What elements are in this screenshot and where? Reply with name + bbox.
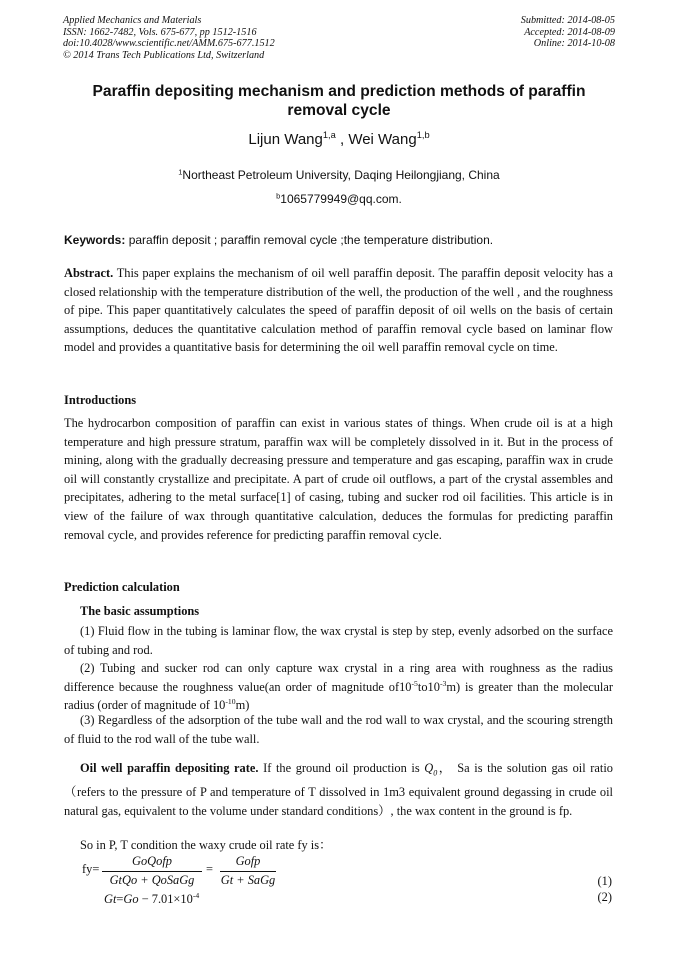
- eq1-denominator-1: GtQo + QoSaGg: [109, 873, 195, 887]
- abstract-text: This paper explains the mechanism of oil well paraffin deposit. The paraffin deposit velocity has a closed relationship with the temperature distribution of the well, the production of the well , and the roughness of pipe. This paper quantitatively calculates the speed of paraffin deposit of oil wells on the basis of certain assumptions, deduces the quantitative calculation method of paraffin removal cycle based on laminar flow model and provides a quantitative basis for determining the oil well paraffin removal cycle on time.: [64, 266, 613, 355]
- affiliation-text: Northeast Petroleum University, Daqing Heilongjiang, China: [182, 168, 500, 182]
- rate-condition: So in P, T condition the waxy crude oil rate fy is：: [80, 838, 332, 852]
- q0-symbol: [424, 761, 438, 778]
- keywords: [64, 233, 493, 247]
- prediction-heading: Prediction calculation: [64, 580, 180, 594]
- eq1-number: (1): [597, 874, 612, 888]
- assumption-2-a: (2) Tubing and sucker rod can only capture wax crystal in a ring area with roughness as the radius difference because the roughness value(an order of magnitude of10: [64, 661, 613, 694]
- author-separator: ,: [335, 131, 349, 148]
- assumption-2-d: m): [235, 698, 250, 713]
- introductions-text: The hydrocarbon composition of paraffin can exist in various states of things. When crude oil is at a high temperature and high pressure stratum, paraffin wax will be completely dissolved in it. But in the process of mining, along with the gradually decreasing pressure and temperature and gas escaping, paraffin wax in crude oil will constantly crystallize and precipitate. A part of crude oil outflows, a part of the crystal assembles and precipitates, adhering to the metal surface[1] of casing, tubing and sucker rod oil facilities. This article is in view of the failure of wax through quantitative calculation, deduces the formulas for predicting paraffin removal cycle, and provides reference for predicting paraffin removal cycle.: [64, 416, 613, 542]
- copyright-line: © 2014 Trans Tech Publications Ltd, Switzerland: [63, 49, 265, 61]
- journal-header-right: [521, 15, 615, 50]
- eq2-gt: Gt: [104, 892, 117, 906]
- rate-text-1: If the ground oil production is: [258, 761, 425, 775]
- eq1-denominator-2: Gt + SaGg: [220, 873, 276, 887]
- email-marker: b: [276, 191, 281, 201]
- q-letter: Q: [424, 761, 434, 775]
- rate-paragraph: [64, 759, 613, 822]
- assumption-3: (3) Regardless of the adsorption of the tube wall and the rod wall to wax crystal, and the scouring strength of fluid to the rod wall of the tube wall.: [64, 713, 613, 746]
- abstract-label: Abstract.: [64, 266, 114, 280]
- author-1-affil: 1,a: [322, 130, 336, 141]
- eq1-lhs: fy=: [82, 862, 100, 876]
- email: [0, 192, 678, 206]
- keywords-label: Keywords:: [64, 233, 126, 247]
- paper-title: [70, 82, 608, 120]
- eq1-fraction-bar-2: [220, 871, 276, 872]
- abstract: [64, 264, 613, 357]
- submitted-date: Submitted: 2014-08-05: [520, 15, 615, 26]
- assumption-2-exp2: -3: [439, 678, 447, 688]
- accepted-date: Accepted: 2014-08-09: [524, 26, 615, 38]
- eq1-equals: =: [206, 862, 213, 876]
- assumption-2-exp1: -5: [411, 678, 418, 688]
- eq1-fraction-bar-1: [102, 871, 202, 872]
- title-line-2: removal cycle: [287, 102, 391, 119]
- assumption-1: (1) Fluid flow in the tubing is laminar flow, the wax crystal is step by step, evenly adsorbed on the surface of tubing and rod.: [64, 624, 613, 657]
- eq1-numerator-1: GoQofp: [132, 854, 172, 868]
- eq2-exponent: -4: [192, 891, 200, 901]
- basic-assumptions-heading: The basic assumptions: [80, 604, 200, 618]
- affiliation: [0, 168, 678, 182]
- author-list: [0, 131, 678, 148]
- author-1: Lijun Wang: [248, 131, 323, 148]
- doi-line: doi:10.4028/www.scientific.net/AMM.675-677.1512: [63, 38, 275, 50]
- assumption-2-c: m) is greater than the molecular radius (order of magnitude of 10: [64, 679, 614, 713]
- eq2-go: Go: [123, 892, 139, 906]
- journal-header-left: [63, 15, 275, 61]
- assumption-2-exp3: -10: [225, 697, 236, 707]
- author-2: Wei Wang: [348, 131, 417, 148]
- eq2-constant: − 7.01×10: [138, 892, 193, 906]
- eq2-number: (2): [597, 890, 612, 904]
- eq1-numerator-2: Gofp: [235, 854, 261, 868]
- journal-name: Applied Mechanics and Materials: [63, 15, 202, 26]
- affiliation-marker: 1: [178, 167, 183, 177]
- introductions-heading: Introductions: [64, 393, 137, 407]
- issn-line: ISSN: 1662-7482, Vols. 675-677, pp 1512-1516: [63, 26, 257, 38]
- author-2-affil: 1,b: [416, 130, 430, 141]
- eq2: [104, 892, 199, 907]
- email-text: 1065779949@qq.com.: [280, 192, 402, 206]
- assumption-2: [64, 659, 613, 715]
- keywords-text: paraffin deposit ; paraffin removal cycle ;the temperature distribution.: [125, 233, 494, 247]
- assumption-2-b: to10: [417, 679, 440, 694]
- rate-heading: Oil well paraffin depositing rate.: [80, 761, 259, 775]
- q-subscript: 0: [433, 768, 438, 778]
- online-date: Online: 2014-10-08: [533, 38, 615, 50]
- rate-text-2: ， Sa is the solution gas oil ratio（refers to the pressure of P and temperature of T dissolved in 1m3 equivalent ground degassing in crude oil natural gas, equivalent to the volume under standard conditions）, the wax content in the ground is fp.: [64, 761, 613, 819]
- eq2-equals: =: [116, 892, 124, 906]
- title-line-1: Paraffin depositing mechanism and prediction methods of paraffin: [92, 83, 586, 100]
